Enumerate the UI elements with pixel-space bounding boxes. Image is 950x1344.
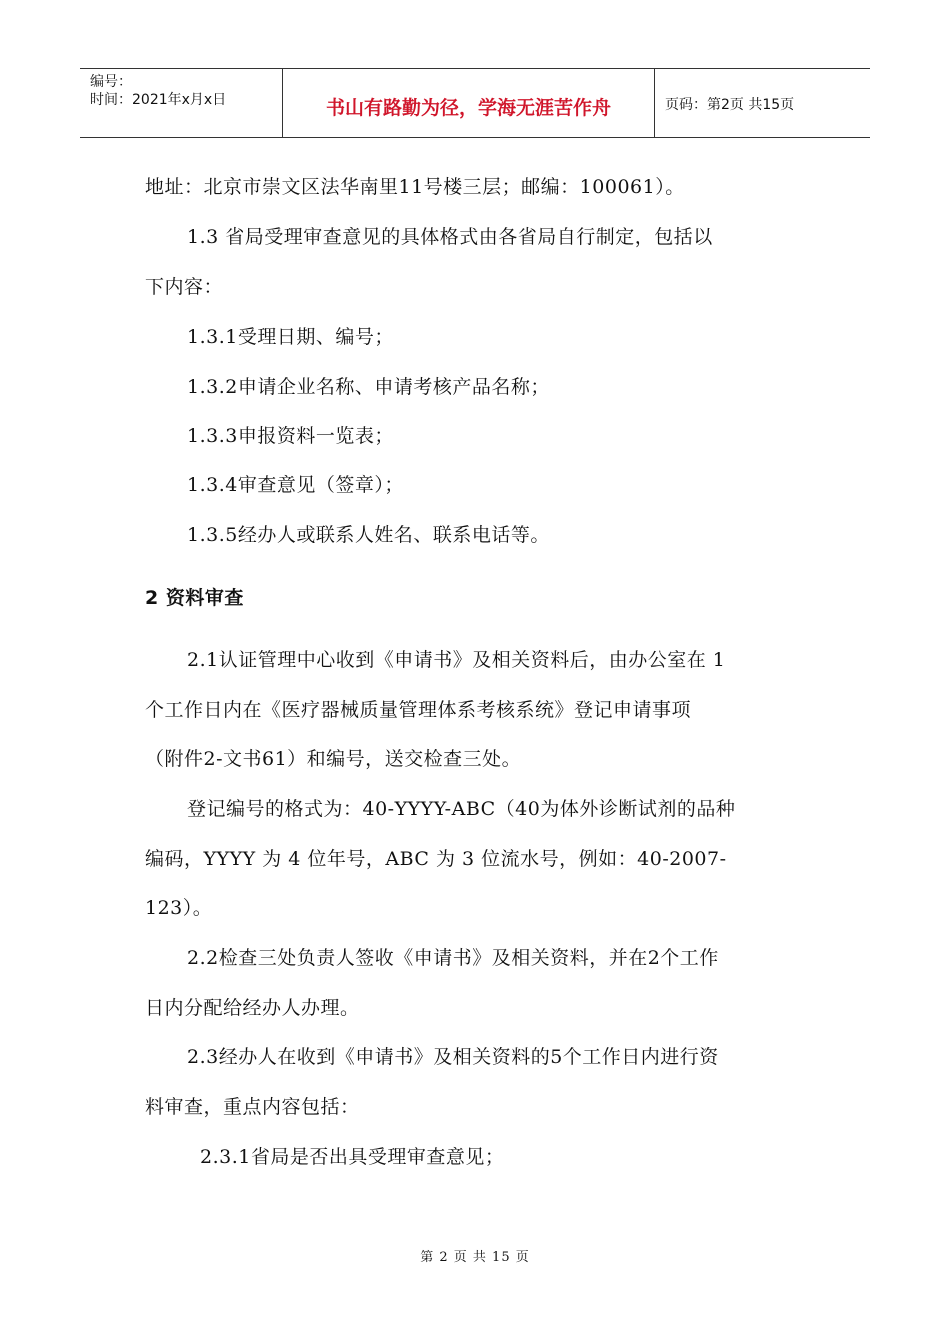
body-line-2-3-cont: 料审查，重点内容包括： (145, 1096, 360, 1118)
list-item-1-3-1: 1.3.1受理日期、编号； (187, 326, 394, 348)
body-line-2-1-cont-a: 个工作日内在《医疗器械质量管理体系考核系统》登记申请事项 (145, 699, 692, 721)
header-meta (80, 69, 282, 137)
header-page-info: 页码：第2页 共15页 (665, 97, 795, 113)
header-motto: 书山有路勤为径，学海无涯苦作舟 (282, 69, 655, 137)
list-item-1-3-2: 1.3.2申请企业名称、申请考核产品名称； (187, 376, 550, 398)
section-heading-2: 2 资料审查 (145, 587, 244, 609)
header-table (80, 68, 870, 138)
body-line-2-2-cont: 日内分配给经办人办理。 (145, 997, 360, 1019)
body-line-2-1: 2.1认证管理中心收到《申请书》及相关资料后，由办公室在 1 (187, 649, 726, 671)
body-line-1-3: 1.3 省局受理审查意见的具体格式由各省局自行制定，包括以 (187, 226, 713, 248)
body-line-1-3-cont: 下内容： (145, 276, 224, 298)
list-item-2-3-1: 2.3.1省局是否出具受理审查意见； (200, 1146, 505, 1168)
list-item-1-3-3: 1.3.3申报资料一览表； (187, 425, 394, 447)
body-line-format-cont-a: 编码，YYYY 为 4 位年号，ABC 为 3 位流水号，例如：40-2007- (145, 848, 727, 870)
body-line-2-1-cont-b: （附件2-文书61）和编号，送交检查三处。 (145, 748, 522, 770)
body-line-address: 地址：北京市崇文区法华南里11号楼三层；邮编：100061）。 (145, 176, 685, 198)
list-item-1-3-4: 1.3.4审查意见（签章）； (187, 474, 404, 496)
body-line-format: 登记编号的格式为：40-YYYY-ABC（40为体外诊断试剂的品种 (187, 798, 736, 820)
body-line-2-2: 2.2检查三处负责人签收《申请书》及相关资料，并在2个工作 (187, 947, 719, 969)
list-item-1-3-5: 1.3.5经办人或联系人姓名、联系电话等。 (187, 524, 550, 546)
body-line-2-3: 2.3经办人在收到《申请书》及相关资料的5个工作日内进行资 (187, 1046, 719, 1068)
body-line-format-cont-b: 123）。 (145, 897, 213, 919)
document-number: 编号： (90, 74, 132, 90)
document-date: 时间：2021年x月x日 (90, 92, 227, 108)
page-footer: 第 2 页 共 15 页 (420, 1250, 530, 1265)
